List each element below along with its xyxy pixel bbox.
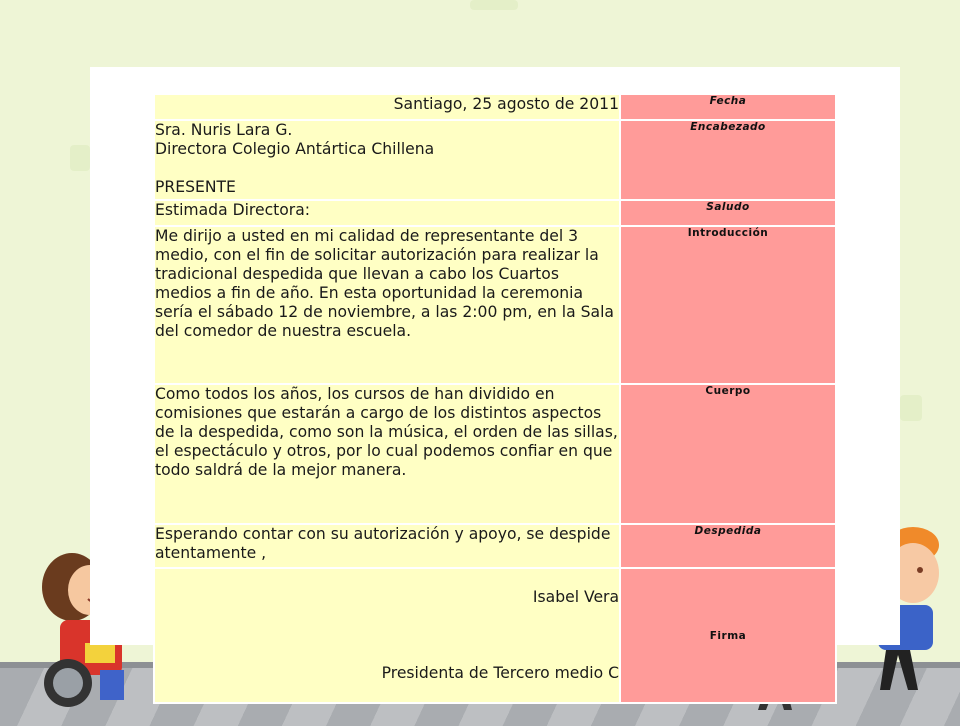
saludo-text: Estimada Directora: bbox=[154, 200, 620, 226]
row-fecha bbox=[154, 94, 836, 120]
background-square bbox=[900, 395, 922, 421]
introduccion-text: Me dirijo a usted en mi calidad de representante del 3 medio, con el fin de solicitar autorización para realizar la tradicional despedida que llevan a cabo los Cuartos medios a fin de año. En esta oportunidad la ceremonia sería el sábado 12 de noviembre, a las 2:00 pm, en la Sala del comedor de nuestra escuela. bbox=[154, 226, 620, 384]
cuerpo-text: Como todos los años, los cursos de han dividido en comisiones que estarán a cargo de los distintos aspectos de la despedida, como son la música, el orden de las sillas, el espectáculo y otros, por lo cual podemos confiar en que todo saldrá de la mejor manera. bbox=[154, 384, 620, 524]
row-encabezado bbox=[154, 120, 836, 200]
row-firma bbox=[154, 568, 836, 703]
row-cuerpo bbox=[154, 384, 836, 524]
firma-title: Presidenta de Tercero medio C bbox=[381, 664, 619, 682]
row-despedida bbox=[154, 524, 836, 568]
background-square bbox=[470, 0, 518, 10]
encabezado-label: Encabezado bbox=[620, 120, 836, 200]
cuerpo-label: Cuerpo bbox=[620, 384, 836, 524]
firma-cell bbox=[154, 568, 620, 703]
encabezado-text: Sra. Nuris Lara G. Directora Colegio Antártica Chillena PRESENTE bbox=[154, 120, 620, 200]
despedida-label: Despedida bbox=[620, 524, 836, 568]
despedida-text: Esperando contar con su autorización y apoyo, se despide atentamente , bbox=[154, 524, 620, 568]
row-saludo bbox=[154, 200, 836, 226]
firma-name: Isabel Vera bbox=[532, 588, 619, 606]
firma-label: Firma bbox=[620, 568, 836, 703]
saludo-label: Saludo bbox=[620, 200, 836, 226]
background-square bbox=[70, 145, 90, 171]
fecha-text: Santiago, 25 agosto de 2011 bbox=[154, 94, 620, 120]
row-introduccion bbox=[154, 226, 836, 384]
letter-card bbox=[90, 67, 900, 682]
introduccion-label: Introducción bbox=[620, 226, 836, 384]
letter-structure-table bbox=[153, 93, 837, 704]
fecha-label: Fecha bbox=[620, 94, 836, 120]
